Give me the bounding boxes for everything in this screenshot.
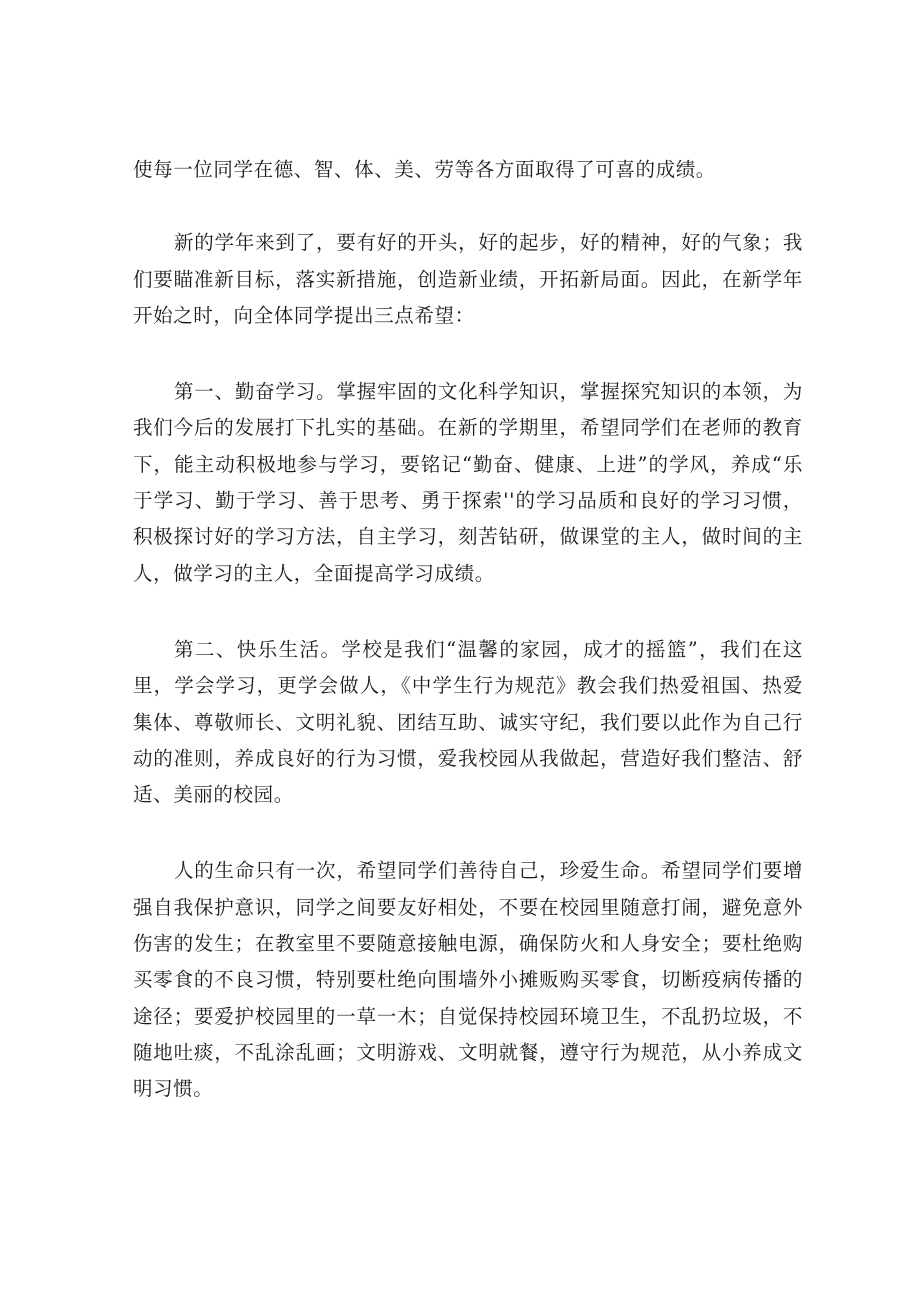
paragraph-cherish-life: 人的生命只有一次，希望同学们善待自己，珍爱生命。希望同学们要增强自我保护意识，同学之间要友好相处，不要在校园里随意打闹，避免意外伤害的发生；在教室里不要随意接触电源，确保防火和人身安全；要杜绝购买零食的不良习惯，特别要杜绝向围墙外小摊贩购买零食，切断疫病传播的途径；要爱护校园里的一草一木；自觉保持校园环境卫生，不乱扔垃圾，不随地吐痰，不乱涂乱画；文明游戏、文明就餐，遵守行为规范，从小养成文明习惯。 <box>133 859 803 1101</box>
paragraph-diligent-study: 第一、勤奋学习。掌握牢固的文化科学知识，掌握探究知识的本领，为我们今后的发展打下扎实的基础。在新的学期里，希望同学们在老师的教育下，能主动积极地参与学习，要铭记“勤奋、健康、上进”的学风，养成“乐于学习、勤于学习、善于思考、勇于探索''的学习品质和良好的学习习惯，积极探讨好的学习方法，自主学习，刻苦钻研，做课堂的主人，做时间的主人，做学习的主人，全面提高学习成绩。 <box>133 380 803 585</box>
paragraph-new-term: 新的学年来到了，要有好的开头，好的起步，好的精神，好的气象；我们要瞄准新目标，落实新措施，创造新业绩，开拓新局面。因此，在新学年开始之时，向全体同学提出三点希望： <box>133 231 803 327</box>
paragraph-happy-life: 第二、快乐生活。学校是我们“温馨的家园，成才的摇篮”，我们在这里，学会学习，更学会做人，《中学生行为规范》教会我们热爱祖国、热爱集体、尊敬师长、文明礼貌、团结互助、诚实守纪，我们要以此作为自己行动的准则，养成良好的行为习惯，爱我校园从我做起，营造好我们整洁、舒适、美丽的校园。 <box>133 637 803 807</box>
paragraph-continuation: 使每一位同学在德、智、体、美、劳等各方面取得了可喜的成绩。 <box>133 158 716 181</box>
document-body <box>133 152 803 1108</box>
